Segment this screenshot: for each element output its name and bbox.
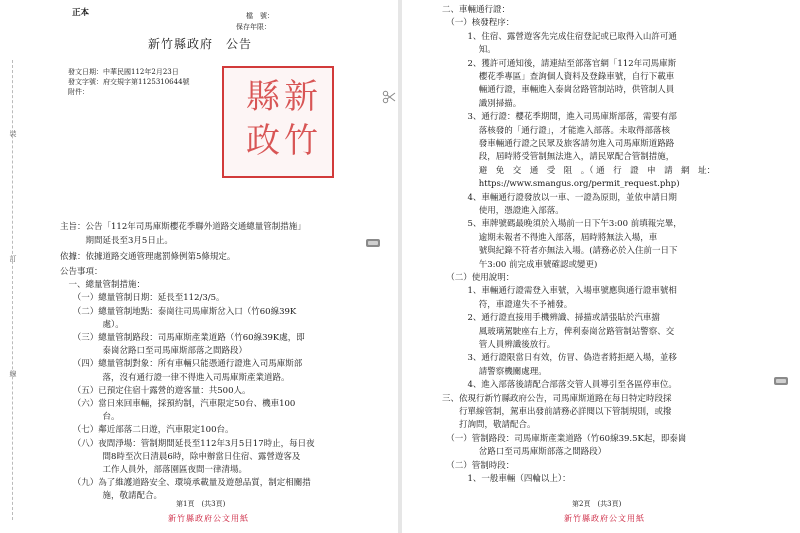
subject-line-2: 期間延長至3月5日止。	[60, 236, 173, 246]
attachment: 附件：	[68, 88, 89, 96]
text-line: 段，屆時將受管制無法進入，請民眾配合管制措施，	[442, 152, 675, 163]
text-line: https://www.smangus.org/permit_request.php)	[442, 179, 680, 190]
retention-label: 保存年限：	[236, 23, 271, 31]
text-line: 落核發的「通行證」，才能進入部落。未取得部落核	[442, 125, 670, 136]
document-page-2	[402, 0, 800, 533]
text-line: 識別掃描。	[442, 98, 522, 109]
text-line: 使用，憑證進入部落。	[442, 206, 564, 216]
text-line: 避 免 交 通 受 阻 。（ 通 行 證 申 請 網 址：	[442, 165, 716, 176]
text-line: 行單線管制，駕車出發前請務必詳閱以下管制規則，或撥	[442, 407, 672, 417]
file-number-label: 檔 號：	[246, 12, 274, 20]
text-line: 一、總量管制措施：	[60, 280, 146, 291]
text-line: （一）管制路段：司馬庫斯產業道路（竹60線39.5K起，即泰崗	[442, 433, 687, 444]
issue-number: 發文字號：府交規字第1125310644號	[68, 78, 190, 86]
text-line: 請警察機關處理。	[442, 366, 547, 377]
text-line: 輛通行證，車輛進入泰崗岔路管制站時，供管制人員	[442, 85, 675, 96]
page-number: 第1頁 (共3頁)	[176, 500, 226, 508]
text-line: 風玻璃駕駛座右上方，俾利泰崗岔路管制站警察、交	[442, 326, 675, 337]
text-line: （一）核發程序：	[442, 18, 515, 29]
text-line: 2、通行證直接用手機辨識、掃描或請張貼於汽車擋	[442, 313, 660, 324]
paper-footer: 新竹縣政府公文用紙	[168, 514, 249, 523]
text-line: （一）總量管制日期：延長至112/3/5。	[60, 293, 225, 304]
text-line: （二）使用說明：	[442, 273, 515, 283]
text-line: 符，車證違失不予補發。	[442, 299, 573, 310]
text-line: 打詢問，敬請配合。	[442, 420, 536, 431]
issue-date: 發文日期：中華民國112年2月23日	[68, 68, 179, 76]
text-line: 二、車輛通行證：	[442, 5, 511, 15]
text-line: 公告事項：	[60, 267, 103, 277]
basis-line: 依據：依據道路交通管理處罰條例第5條規定。	[60, 252, 236, 262]
text-line: 間8時至次日清晨6時，除申辦當日住宿、露營遊客及	[60, 451, 301, 462]
text-line: 號與紀錄不符者亦無法入場。(請務必於入住前一日下	[442, 246, 678, 257]
text-line: 逾期未報者不得進入部落，屆時將無法入場，車	[442, 232, 658, 243]
text-line: （九）為了維護道路安全、環境承載量及遊憩品質，制定相關措	[60, 478, 311, 489]
text-line: 三、依現行新竹縣政府公告，司馬庫斯道路在每日特定時段採	[442, 393, 672, 404]
page-number: 第2頁 (共3頁)	[572, 500, 622, 508]
text-line: 岔路口至司馬庫斯部落之間路段）	[442, 447, 607, 458]
text-line: 泰崗岔路口至司馬庫斯部落之間路段）	[60, 346, 248, 357]
text-line: （二）總量管制地點：泰崗往司馬庫斯岔入口（竹60線39K	[60, 306, 297, 317]
binding-mark-3: 線	[9, 370, 17, 377]
binder-clip-icon	[364, 234, 382, 252]
text-line: 管人員辨識後放行。	[442, 340, 556, 350]
binding-line	[12, 60, 13, 520]
text-line: 工作人員外，部落園區夜間一律清場。	[60, 465, 248, 475]
paper-footer: 新竹縣政府公文用紙	[564, 514, 645, 523]
text-line: （六）當日來回車輛，採預約制，汽車限定50台、機車100	[60, 399, 296, 409]
text-line: 1、住宿、露營遊客先完成住宿登記或已取得入山許可通	[442, 31, 677, 42]
text-line: （二）管制時段：	[442, 460, 515, 471]
text-line: 台。	[60, 412, 120, 423]
text-line: 3、通行證：櫻花季期間，進入司馬庫斯部落，需要有部	[442, 112, 677, 123]
text-line: 4、進入部落後請配合部落交管人員導引至各區停車位。	[442, 380, 677, 391]
text-line: 發車輛通行證之民眾及旅客請勿進入司馬庫斯道路路	[442, 139, 675, 149]
original-stamp: 正本	[72, 8, 90, 18]
binder-clip-icon	[772, 372, 790, 390]
subject-line-1: 主旨：公告「112年司馬庫斯櫻花季聯外道路交通總量管制措施」	[60, 222, 306, 232]
text-line: 午3:00 前完成車號確認或變更)	[442, 259, 598, 270]
text-line: （七）鄰近部落二日遊，汽車限定100台。	[60, 425, 234, 436]
text-line: （四）總量管制對象：所有車輛只能憑通行證進入司馬庫斯部	[60, 359, 303, 370]
text-line: 施，敬請配合。	[60, 491, 163, 502]
text-line: 櫻花季專區」查詢個人資料及登錄車號，自行下載車	[442, 72, 675, 82]
text-line: 5、車牌號碼最晚須於入場前一日下午3:00 前填報完畢，	[442, 219, 682, 230]
text-line: 知。	[442, 45, 496, 56]
text-line: 1、一般車輛（四輪以上）：	[442, 474, 571, 484]
text-line: 3、通行證限當日有效，仿冒、偽造者將拒絕入場，並移	[442, 353, 677, 364]
text-line: （三）總量管制路段：司馬庫斯產業道路（竹60線39K處，即	[60, 333, 305, 343]
text-line: （八）夜間淨場：管制期間延長至112年3月5日17時止，每日夜	[60, 438, 315, 449]
text-line: 1、車輛通行證需登入車號，入場車號應與通行證車號相	[442, 286, 677, 297]
binding-mark-1: 裝	[9, 130, 17, 137]
text-line: 2、獲許可通知後，請連結至部落官網「112年司馬庫斯	[442, 58, 677, 69]
text-line: 落，沒有通行證一律不得進入司馬庫斯產業道路。	[60, 372, 290, 383]
document-page-1	[0, 0, 398, 533]
doc-title: 新竹縣政府 公告	[148, 37, 253, 51]
text-line: 處）。	[60, 319, 124, 330]
binding-mark-2: 訂	[9, 255, 17, 262]
text-line: （五）已預定住宿十露營的遊客量：共500人。	[60, 385, 251, 396]
text-line: 4、車輛通行證發放以一車、一證為原則，並依申請日期	[442, 192, 677, 203]
scissors-icon	[382, 90, 396, 104]
government-seal: 新 竹 縣 政	[222, 66, 334, 178]
